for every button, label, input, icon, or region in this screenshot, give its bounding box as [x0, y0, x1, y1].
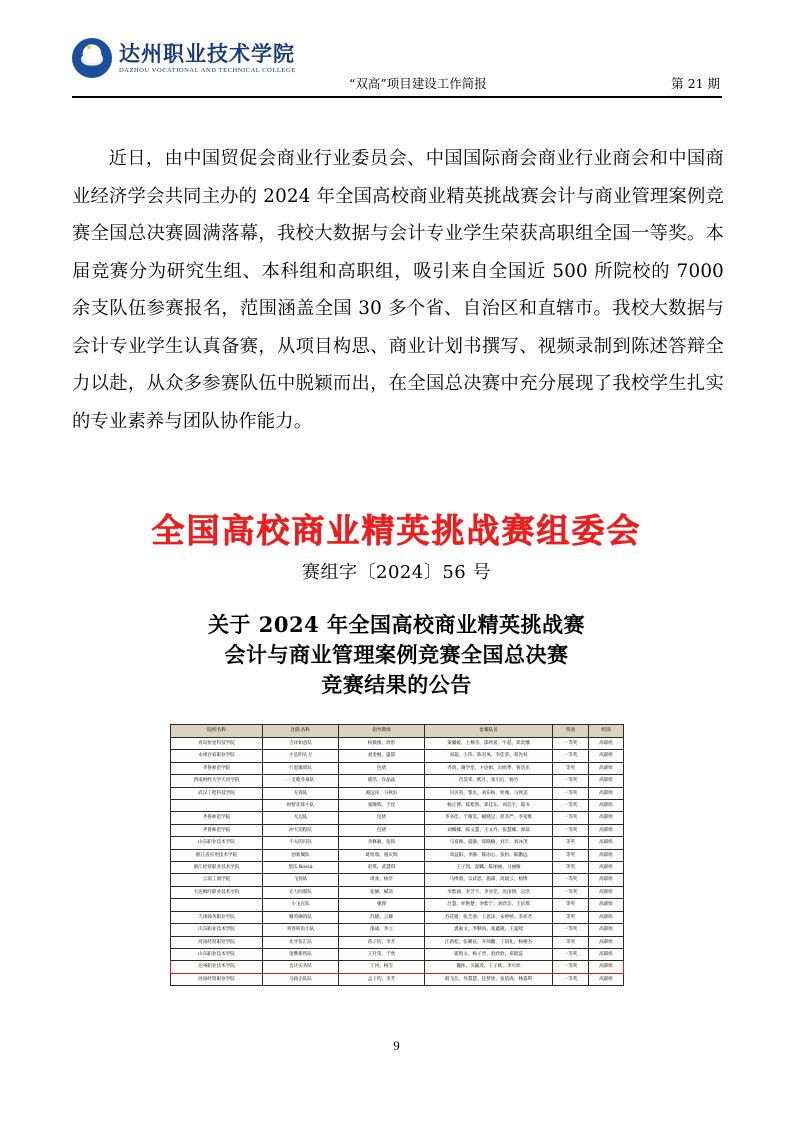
table-cell: 等奖 — [553, 762, 589, 774]
college-name-block — [119, 42, 296, 75]
table-row — [171, 750, 624, 762]
table-cell: 高职组 — [589, 775, 624, 787]
table-cell: 杨正博、陈紫然、邓佳东、刘芯宇、霜书 — [425, 800, 553, 812]
table-cell: 策疆媛、上穆杰、邵鸣希、牛起、郑奕娜 — [425, 738, 553, 750]
table-row — [171, 849, 624, 861]
table-cell: 高职组 — [589, 837, 624, 849]
table-cell: 先导伍汇队 — [263, 936, 339, 948]
table-cell: 金牌新铁队 — [263, 948, 339, 960]
table-cell: 高职组 — [589, 924, 624, 936]
table-cell: 李紫涵、李芝宇、李显笙、沈雨情、宗浩 — [425, 886, 553, 898]
table-cell: 江新松、张曜花、开师翻、丁研礼、杨椿杰 — [425, 936, 553, 948]
table-cell: 王子凯、翟麟、陈丽丽、马丽敏 — [425, 862, 553, 874]
table-cell: 周欢、杨亭 — [339, 874, 425, 886]
table-cell: 吕慧、祥艳楚、李紫宁、刘欣芸、王培琪 — [425, 899, 553, 911]
table-cell: 包倩 — [339, 812, 425, 824]
table-cell: 行思激训队 — [263, 762, 339, 774]
table-header-row — [171, 725, 624, 738]
table-cell: 一等奖 — [553, 824, 589, 836]
table-column-header: 奖项 — [553, 725, 589, 738]
table-cell: 一等奖 — [553, 973, 589, 985]
page-header — [72, 38, 722, 96]
table-cell: 高职组 — [589, 762, 624, 774]
table-cell: 一等奖 — [553, 775, 589, 787]
table-cell: 高职组 — [589, 862, 624, 874]
table-cell: 吉祥如意队 — [263, 738, 339, 750]
table-column-header: 指导教师 — [339, 725, 425, 738]
table-cell: 高职组 — [589, 948, 624, 960]
table-row — [171, 862, 624, 874]
table-cell: 高职组 — [589, 961, 624, 973]
table-cell: 魏祎、关颖茂、王子欧、李可欣 — [425, 961, 553, 973]
table-cell: 等奖 — [553, 936, 589, 948]
table-cell: 黑沃 Bossa — [263, 862, 339, 874]
table-cell: 马博朋、宗武恩、施森、高晨云、杨博 — [425, 874, 553, 886]
table-cell: 一支歌冬豪队 — [263, 775, 339, 787]
table-cell: 一等奖 — [553, 812, 589, 824]
star-icon: ★ — [85, 42, 94, 52]
table-cell: 一等奖 — [553, 738, 589, 750]
table-cell: 马政小队队 — [263, 973, 339, 985]
table-cell: 高职组 — [589, 800, 624, 812]
table-cell: 闫贝英、黎丞、刘东杨、侯豫、马致美 — [425, 787, 553, 799]
table-row — [171, 973, 624, 985]
table-cell: 财智先锋小队 — [263, 800, 339, 812]
table-cell: 先锋队 — [263, 787, 339, 799]
article-paragraph: 近日，由中国贸促会商业行业委员会、中国国际商会商业行业商会和中国商业经济学会共同主办的 2024 年全国高校商业精英挑战赛会计与商业管理案例竞赛全国总决赛圆满落幕，我校大数据与会计专业学生荣获高职组全国一等奖。本届竞赛分为研究生组、本科组和高职组，吸引来自全国近 500 所院校的 7000 余支队伍参赛报名，范围涵盖全国 30 多个省、自治区和直辖市。我校大数据与会计专业学生认真备赛，从项目构思、商业计划书撰写、视频录制到陈述答辩全力以赴，从众多参赛队伍中脱颖而出，在全国总决赛中充分展现了我校学生扎实的专业素养与团队协作能力。 — [72, 148, 724, 432]
notice-title-line-1: 关于 2024 年全国高校商业精英挑战赛 — [207, 612, 586, 637]
table-cell: 山东职业技术学院 — [171, 837, 263, 849]
table-cell: 刘娜娜、陈文慧、王文丹、张慧娜、郭琰 — [425, 824, 553, 836]
table-cell: 高职组 — [589, 849, 624, 861]
table-cell: 山东职业技术学院 — [171, 924, 263, 936]
table-cell: 浙江省应用技术学院 — [171, 849, 263, 861]
notice-title — [0, 610, 793, 700]
table-cell: 李修颖、张铭 — [339, 837, 425, 849]
table-cell: 一等奖 — [553, 787, 589, 799]
results-table-head — [171, 725, 624, 738]
table-cell: 孟子钧、李芳 — [339, 973, 425, 985]
table-cell: 武汉工程科技学院 — [171, 787, 263, 799]
table-cell: 高职组 — [589, 911, 624, 923]
table-row — [171, 837, 624, 849]
table-cell: 青岛恒星科技学院 — [171, 738, 263, 750]
table-cell: 等奖 — [553, 899, 589, 911]
table-cell: 郁浩、许晶晶 — [339, 775, 425, 787]
table-cell: 齐鲁师范学院 — [171, 812, 263, 824]
table-cell: 不关的闪队 — [263, 837, 339, 849]
table-row — [171, 874, 624, 886]
table-cell: 张晚辉、于玫 — [339, 800, 425, 812]
table-cell: 韩飞怂、外慧慧、任梦欣、张依海、林淼利 — [425, 973, 553, 985]
table-cell: 等奖 — [553, 862, 589, 874]
table-cell: 青春转角小队 — [263, 924, 339, 936]
table-cell: 浙江经贸职业技术学院 — [171, 862, 263, 874]
table-cell: 高职组 — [589, 886, 624, 898]
table-cell: 天津商务职业学院 — [171, 911, 263, 923]
notice-title-line-3: 竞赛结果的公告 — [321, 672, 472, 697]
table-row — [171, 775, 624, 787]
table-cell: 河南经贸职业学院 — [171, 936, 263, 948]
table-cell: 高职组 — [589, 787, 624, 799]
table-row — [171, 812, 624, 824]
table-cell: 小飞在队 — [263, 899, 339, 911]
table-cell: 等奖 — [553, 911, 589, 923]
table-cell: 高职组 — [589, 812, 624, 824]
table-cell: 苏晓、云耀 — [339, 911, 425, 923]
table-cell: 刘超、王伟、陈君凤、李佳荣、邓先权 — [425, 750, 553, 762]
table-cell: 冲天前程队 — [263, 824, 339, 836]
table-cell: 西南财经大学天府学院 — [171, 775, 263, 787]
table-cell: 一等奖 — [553, 800, 589, 812]
table-cell: 高职组 — [589, 899, 624, 911]
table-cell: 肖昊荣、熙凡、张引后、杨竹 — [425, 775, 553, 787]
table-cell: 一等奖 — [553, 886, 589, 898]
table-cell: 飞扬队 — [263, 874, 339, 886]
table-cell: 刘金畅、盛篇 — [339, 750, 425, 762]
table-row — [171, 936, 624, 948]
table-column-header: 团队名称 — [263, 725, 339, 738]
table-cell: 赵琪、武慧琪 — [339, 862, 425, 874]
college-logo — [72, 38, 296, 78]
table-cell: 河南经贸职业学院 — [171, 973, 263, 985]
table-row — [171, 824, 624, 836]
table-cell: 苏花歌、张芝溶、王思泽、宋婷婷、李祥齐 — [425, 911, 553, 923]
table-row — [171, 787, 624, 799]
table-cell: 高职组 — [589, 738, 624, 750]
table-cell: 齐鲁师范学院 — [171, 762, 263, 774]
table-cell: 永州百家职业学院 — [171, 750, 263, 762]
table-cell: 高职组 — [589, 936, 624, 948]
table-column-header: 院校名称 — [171, 725, 263, 738]
table-cell — [171, 899, 263, 911]
table-cell: 小弘明失卫 — [263, 750, 339, 762]
table-cell: 山东职业技术学院 — [171, 948, 263, 960]
table-row — [171, 911, 624, 923]
table-cell: 会计实务队 — [263, 961, 339, 973]
table-cell: 包倩 — [339, 762, 425, 774]
table-cell: 大连枫叶职业技术学院 — [171, 886, 263, 898]
table-cell: 杨薇薇、周彤 — [339, 738, 425, 750]
table-row — [171, 924, 624, 936]
table-cell: 高职组 — [589, 750, 624, 762]
table-column-header: 组别 — [589, 725, 624, 738]
organizer-title: 全国高校商业精英挑战赛组委会 — [151, 511, 642, 550]
notice-title-line-2: 会计与商业管理案例竞赛全国总决赛 — [224, 642, 569, 667]
table-cell: 云南工商学院 — [171, 874, 263, 886]
table-row — [171, 762, 624, 774]
table-row — [171, 800, 624, 812]
table-cell: 等奖 — [553, 849, 589, 861]
table-cell: 张赫、赋清 — [339, 886, 425, 898]
table-row — [171, 738, 624, 750]
table-cell: 一等奖 — [553, 961, 589, 973]
table-row — [171, 961, 624, 973]
results-table — [170, 724, 624, 986]
bulletin-title: “双高”项目建设工作简报 — [349, 76, 487, 91]
table-cell: 霍凯文、杨子晋、赵欣欣、邓昭蕊 — [425, 948, 553, 960]
table-cell: 蒋子钧、李芳 — [339, 936, 425, 948]
table-cell: 邵成、李立 — [339, 924, 425, 936]
table-cell: 无边队 — [263, 812, 339, 824]
table-cell: 裘素文、李顺风、张鑫隆、王曼熙 — [425, 924, 553, 936]
table-cell: 高职组 — [589, 824, 624, 836]
table-cell: 高职组 — [589, 874, 624, 886]
table-cell: 邓益阳、李静、陈雨心、张机、陈鹏远 — [425, 849, 553, 861]
table-cell: 一等奖 — [553, 924, 589, 936]
college-name-cn: 达州职业技术学院 — [119, 40, 295, 66]
college-emblem-icon — [72, 38, 112, 78]
table-cell: 达州职业技术学院 — [171, 961, 263, 973]
results-table-container — [170, 724, 623, 986]
table-cell: 齐鲁师范学院 — [171, 824, 263, 836]
table-cell: 一等奖 — [553, 874, 589, 886]
table-cell: 强理 — [339, 899, 425, 911]
table-cell: 丁河、杨雪 — [339, 961, 425, 973]
document-number: 赛组字〔2024〕56 号 — [302, 562, 491, 583]
table-cell: 齐鸿、谢学堂、卞论娟、贞鸥季、鲁浩乐 — [425, 762, 553, 774]
table-cell: 马富俊、夏静、郑晓楠、刘丰、刘沐茂 — [425, 837, 553, 849]
table-cell: 王开荣、于欣 — [339, 948, 425, 960]
table-cell: 谭远泽、马秋好 — [339, 787, 425, 799]
table-cell: 创新翼队 — [263, 849, 339, 861]
header-divider — [72, 96, 722, 98]
table-cell — [171, 800, 263, 812]
bulletin-issue: 第 21 期 — [671, 76, 720, 91]
college-name-en: DAZHOU VOCATIONAL AND TECHNICAL COLLEGE — [119, 66, 296, 74]
table-row — [171, 886, 624, 898]
table-cell: 包倩 — [339, 824, 425, 836]
table-cell: 葛恒瑞、骆庆辉 — [339, 849, 425, 861]
table-column-header: 参赛队员 — [425, 725, 553, 738]
table-cell: 等奖 — [553, 837, 589, 849]
page-number: 9 — [393, 1038, 400, 1053]
table-cell: 精英咖询队 — [263, 911, 339, 923]
results-table-body — [171, 738, 624, 986]
table-cell: 一等奖 — [553, 750, 589, 762]
table-cell: 李书佳、于晴昊、解晓足、慈萃严、李家维 — [425, 812, 553, 824]
table-row — [171, 948, 624, 960]
table-cell: 高职组 — [589, 973, 624, 985]
table-cell: 无力的那队 — [263, 886, 339, 898]
table-row — [171, 899, 624, 911]
table-cell: 一等奖 — [553, 948, 589, 960]
